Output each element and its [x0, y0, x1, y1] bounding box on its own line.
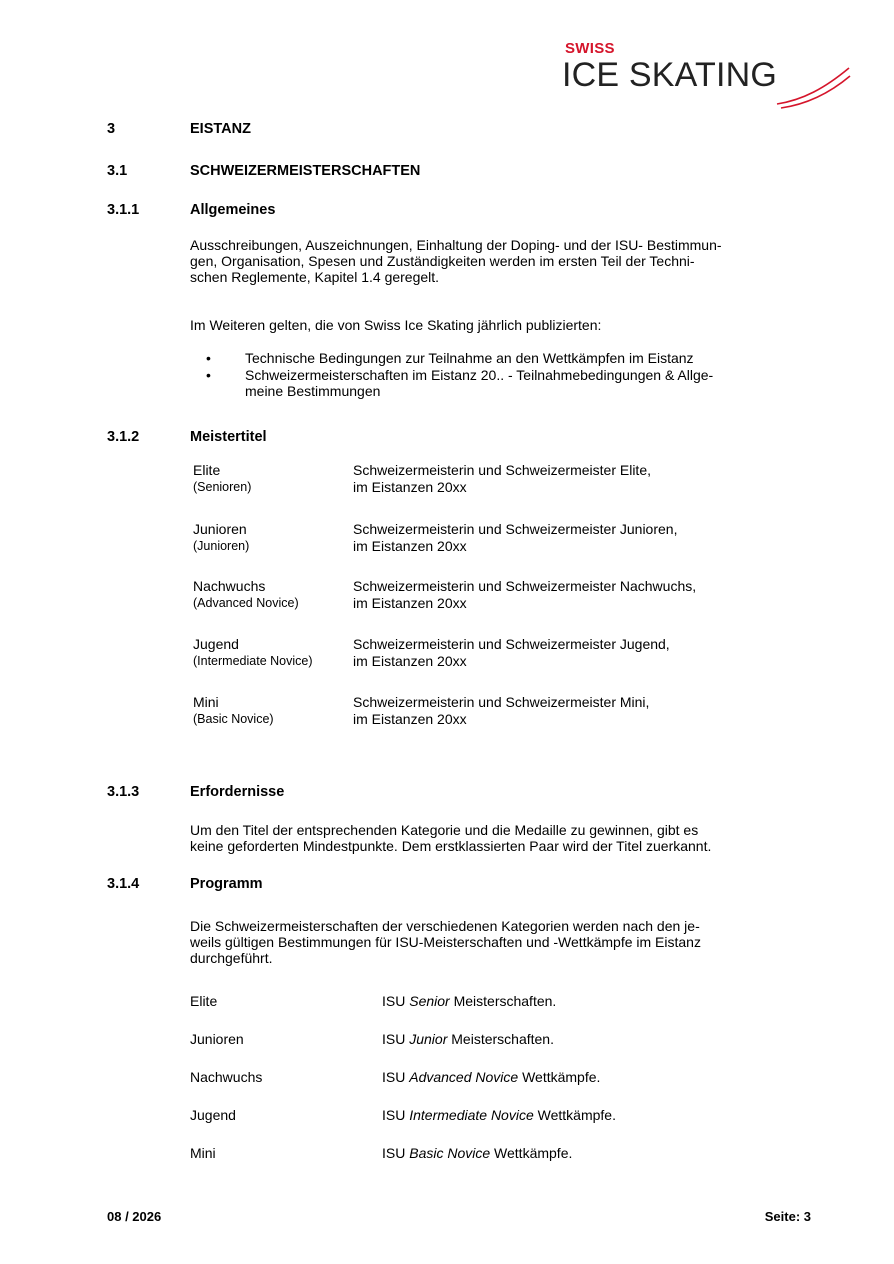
list-item: [190, 350, 810, 366]
program-description: [382, 1030, 554, 1048]
bullet-line: • Schweizermeisterschaften im Eistanz 20.. - Teilnahmebedingungen & Allge-: [245, 367, 714, 383]
title-line: Schweizermeisterin und Schweizermeister Elite,: [353, 462, 651, 478]
program-category: Nachwuchs: [190, 1069, 263, 1085]
program-level: Junior: [409, 1031, 448, 1047]
title-line: Schweizermeisterin und Schweizermeister Mini,: [353, 694, 650, 710]
footer-date: 08 / 2026: [107, 1209, 162, 1224]
title-line: im Eistanzen 20xx: [353, 538, 467, 554]
program-row-jugend: [190, 1106, 810, 1126]
paragraph-line: durchgeführt.: [190, 950, 273, 966]
section-3-1-1-title: Allgemeines: [190, 202, 276, 218]
paragraph-line: gen, Organisation, Spesen und Zuständigkeiten werden im ersten Teil der Techni-: [190, 253, 695, 269]
program-prefix: ISU: [382, 993, 410, 1009]
title-line: im Eistanzen 20xx: [353, 479, 467, 495]
program-category: Elite: [190, 993, 218, 1009]
section-3-1-3-title: Erfordernisse: [190, 784, 285, 800]
section-3-1-1-number: 3.1.1: [107, 202, 140, 218]
program-suffix: Meisterschaften.: [449, 993, 557, 1009]
section-3-1-number: 3.1: [107, 163, 128, 179]
paragraph-line: schen Reglemente, Kapitel 1.4 geregelt.: [190, 269, 440, 285]
program-description: [382, 1068, 600, 1086]
bullet-line: meine Bestimmungen: [245, 383, 381, 399]
paragraph-line: weils gültigen Bestimmungen für ISU-Meisterschaften und -Wettkämpfe im Eistanz: [190, 934, 701, 950]
program-category: Junioren: [190, 1031, 244, 1047]
program-row-mini: [190, 1144, 810, 1164]
program-prefix: ISU: [382, 1145, 410, 1161]
bullet-line: • Technische Bedingungen zur Teilnahme an den Wettkämpfen im Eistanz: [245, 350, 694, 366]
publications-intro: Im Weiteren gelten, die von Swiss Ice Skating jährlich publizierten:: [190, 317, 602, 333]
title-row-nachwuchs: [193, 578, 813, 618]
section-3-1-3-number: 3.1.3: [107, 784, 140, 800]
title-line: Schweizermeisterin und Schweizermeister Nachwuchs,: [353, 578, 697, 594]
program-prefix: ISU: [382, 1107, 410, 1123]
allgemeines-paragraph: [190, 237, 810, 285]
program-row-elite: [190, 992, 810, 1012]
section-3-title: EISTANZ: [190, 121, 251, 137]
program-row-nachwuchs: [190, 1068, 810, 1088]
program-prefix: ISU: [382, 1031, 410, 1047]
paragraph-line: Ausschreibungen, Auszeichnungen, Einhaltung der Doping- und der ISU- Bestimmun-: [190, 237, 722, 253]
program-category: Jugend: [190, 1107, 236, 1123]
category-subtitle: (Advanced Novice): [193, 596, 299, 610]
program-level: Basic Novice: [409, 1145, 491, 1161]
title-row-junioren: [193, 521, 813, 561]
publications-list: [190, 350, 810, 400]
section-3-1-4-title: Programm: [190, 876, 263, 892]
program-row-junioren: [190, 1030, 810, 1050]
program-description: [382, 1106, 616, 1124]
program-suffix: Wettkämpfe.: [533, 1107, 616, 1123]
category-name: Nachwuchs: [193, 578, 266, 594]
paragraph-line: Um den Titel der entsprechenden Kategorie und die Medaille zu gewinnen, gibt es: [190, 822, 699, 838]
section-3-1-title: SCHWEIZERMEISTERSCHAFTEN: [190, 163, 421, 179]
title-line: Schweizermeisterin und Schweizermeister Jugend,: [353, 636, 670, 652]
section-3-1-2-title: Meistertitel: [190, 429, 267, 445]
title-description: [353, 578, 813, 612]
title-row-mini: [193, 694, 813, 734]
logo-swoosh-icon: [775, 64, 851, 110]
program-suffix: Meisterschaften.: [447, 1031, 554, 1047]
title-line: im Eistanzen 20xx: [353, 711, 467, 727]
paragraph-line: keine geforderten Mindestpunkte. Dem erstklassierten Paar wird der Titel zuerkannt.: [190, 838, 712, 854]
program-level: Advanced Novice: [409, 1069, 519, 1085]
swiss-ice-skating-logo: [561, 36, 851, 110]
program-suffix: Wettkämpfe.: [518, 1069, 601, 1085]
title-description: [353, 636, 813, 670]
list-item: [190, 367, 810, 399]
category-name: Elite: [193, 462, 221, 478]
category-name: Junioren: [193, 521, 247, 537]
section-3-number: 3: [107, 121, 116, 137]
section-3-1-2-number: 3.1.2: [107, 429, 140, 445]
program-suffix: Wettkämpfe.: [490, 1145, 573, 1161]
program-prefix: ISU: [382, 1069, 410, 1085]
program-description: [382, 1144, 572, 1162]
erfordernisse-paragraph: [190, 822, 810, 854]
program-level: Senior: [409, 993, 450, 1009]
title-row-jugend: [193, 636, 813, 676]
program-description: [382, 992, 556, 1010]
program-level: Intermediate Novice: [409, 1107, 534, 1123]
title-line: Schweizermeisterin und Schweizermeister Junioren,: [353, 521, 678, 537]
category-subtitle: (Senioren): [193, 480, 252, 494]
title-line: im Eistanzen 20xx: [353, 653, 467, 669]
title-row-elite: [193, 462, 813, 502]
program-category: Mini: [190, 1145, 216, 1161]
category-subtitle: (Basic Novice): [193, 712, 274, 726]
category-subtitle: (Junioren): [193, 539, 250, 553]
category-name: Mini: [193, 694, 219, 710]
title-description: [353, 521, 813, 555]
paragraph-line: Die Schweizermeisterschaften der verschiedenen Kategorien werden nach den je-: [190, 918, 700, 934]
logo-swiss-text: SWISS: [565, 40, 615, 57]
programm-paragraph: [190, 918, 810, 966]
section-3-1-4-number: 3.1.4: [107, 876, 140, 892]
title-line: im Eistanzen 20xx: [353, 595, 467, 611]
title-description: [353, 462, 813, 496]
logo-ice-skating-text: ICE SKATING: [562, 56, 778, 94]
page-number: Seite: 3: [764, 1209, 811, 1224]
category-subtitle: (Intermediate Novice): [193, 654, 313, 668]
title-description: [353, 694, 813, 728]
category-name: Jugend: [193, 636, 239, 652]
